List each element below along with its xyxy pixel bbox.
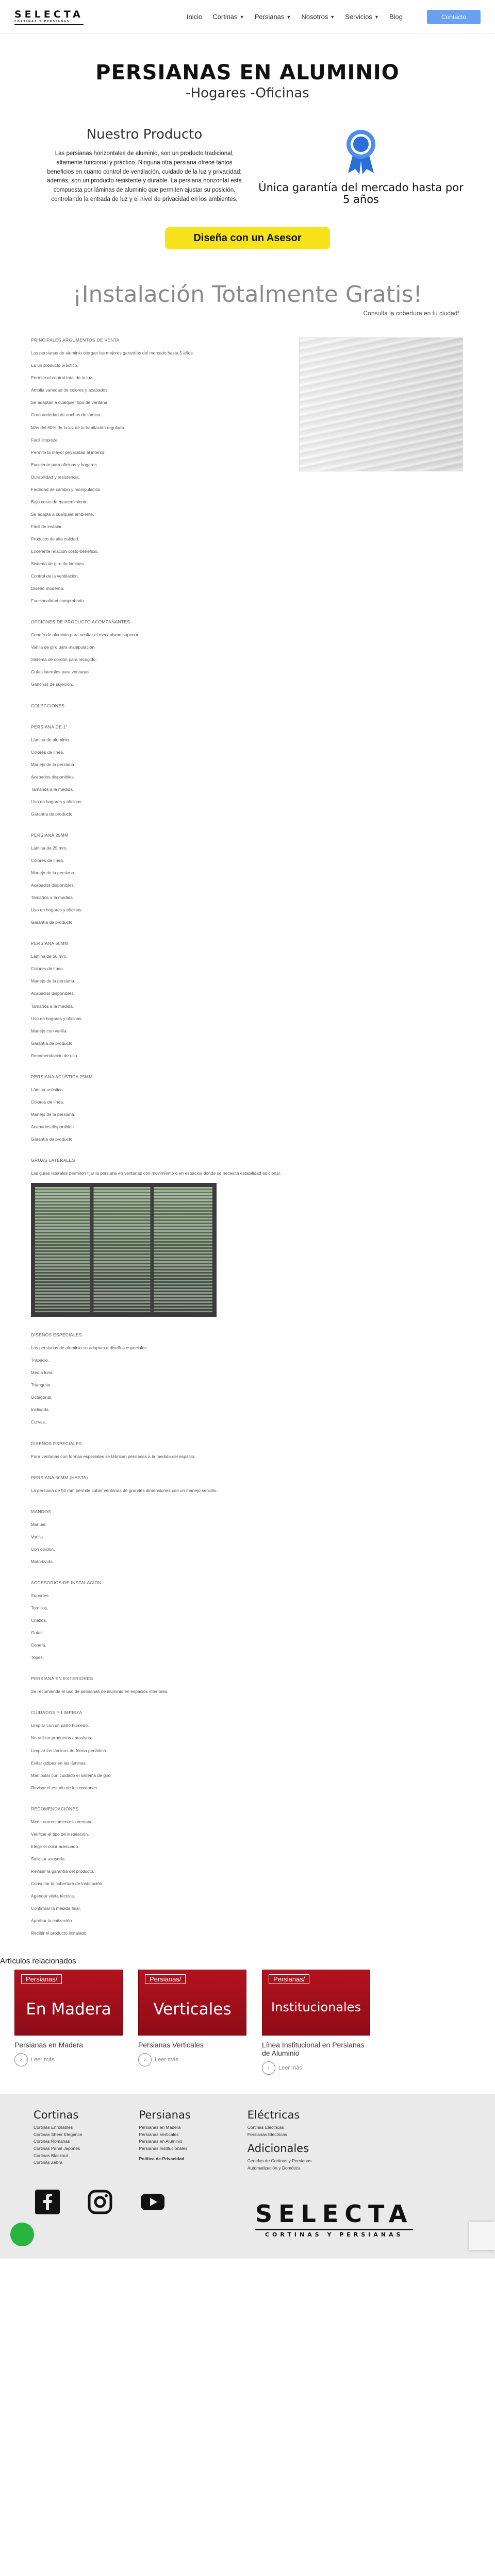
spec-item: Durabilidad y resistencia. xyxy=(31,474,80,480)
whatsapp-icon[interactable] xyxy=(10,2223,34,2246)
spec-item: Chazos. xyxy=(31,1618,47,1623)
spec-item: Cenefa de aluminio para ocultar el mecanismo superior. xyxy=(31,632,140,638)
chevron-down-icon: ▼ xyxy=(374,14,379,20)
spec-item: Se recomienda el uso de persianas de aluminio en espacios interiores. xyxy=(31,1689,169,1694)
spec-item: Recibir el producto instalado. xyxy=(31,1930,88,1936)
spec-item: Manipular con cuidado el sistema de giro. xyxy=(31,1772,112,1778)
card-title[interactable]: Persianas Verticales xyxy=(138,2041,204,2049)
spec-item: Las guías laterales permiten fijar la persiana en ventanas con movimiento o en espacios donde se necesita estabilidad adicional. xyxy=(31,1171,281,1176)
site-footer xyxy=(0,2094,495,2259)
spec-item: Aprobar la cotización. xyxy=(31,1918,73,1924)
spec-item: Revisar la garantía del producto. xyxy=(31,1868,94,1874)
nav-nosotros[interactable]: Nosotros ▼ xyxy=(301,13,335,21)
footer-link[interactable]: Cortinas Enrollables xyxy=(34,2125,73,2130)
guarantee-text: Única garantía del mercado hasta por 5 años xyxy=(258,181,464,206)
product-description: Las persianas horizontales de aluminio, son un producto tradicional, altamente funcional y práctico. Ninguna otra persiana ofrece tantos beneficios en cuanto control de ventilación, cuidado de la luz y privacidad; además, son un producto resistente y durable. La persiana horizontal está compuesta por láminas de aluminio que permiten ajustar su posición, controlando la entrada de luz y el nivel de privacidad en los ambientes. xyxy=(47,150,242,203)
spec-section-title: RECOMENDACIONES xyxy=(31,1806,79,1811)
spec-item: Guías laterales para ventanas. xyxy=(31,669,91,675)
related-card[interactable] xyxy=(138,1970,246,2075)
product-section xyxy=(0,127,495,206)
spec-section xyxy=(31,1509,464,1565)
spec-item: Funcionalidad comprobada. xyxy=(31,598,85,604)
main-nav xyxy=(187,13,403,21)
chevron-down-icon: ▼ xyxy=(330,14,335,20)
spec-item: Acabados disponibles. xyxy=(31,1124,75,1129)
spec-item: Facilidad de cambio y manipulación. xyxy=(31,486,102,492)
nav-servicios[interactable]: Servicios ▼ xyxy=(345,13,379,21)
spec-item: Garantía de producto. xyxy=(31,811,74,817)
spec-item: Bajo costo de mantenimiento. xyxy=(31,499,89,504)
spec-section xyxy=(31,703,464,709)
spec-section-title: COLECCIONES xyxy=(31,703,65,708)
footer-col-electricas: Eléctricas Cortinas Eléctricas Persianas Eléctricas Adicionales Cenefas de Cortinas y Persianas Automatización y Domótica xyxy=(248,2109,311,2172)
spec-item: Producto de alta calidad. xyxy=(31,536,79,541)
spec-item: Cenefa. xyxy=(31,1642,46,1648)
read-more-button[interactable]: › Leer más xyxy=(14,2053,55,2066)
nav-blog[interactable]: Blog xyxy=(389,13,403,21)
spec-item: Tornillos. xyxy=(31,1605,48,1611)
spec-section-title: DISEÑOS ESPECIALES xyxy=(31,1440,82,1446)
spec-item: Lámina de 25 mm. xyxy=(31,845,68,851)
recaptcha-badge xyxy=(469,2222,495,2250)
nav-persianas[interactable]: Persianas ▼ xyxy=(254,13,291,21)
spec-section xyxy=(31,833,464,925)
spec-item: Manejo de la persiana. xyxy=(31,978,76,984)
spec-item: No utilizar productos abrasivos. xyxy=(31,1735,92,1741)
footer-link[interactable]: Cortinas Zebra xyxy=(34,2160,63,2165)
spec-item: Verificar el tipo de instalación. xyxy=(31,1831,89,1837)
spec-item: Guías. xyxy=(31,1630,44,1636)
spec-item: Se adapta a cualquier ambiente. xyxy=(31,511,94,517)
privacy-policy-link[interactable]: Política de Privacidad xyxy=(139,2156,185,2161)
spec-item: Solicitar asesoría. xyxy=(31,1856,66,1861)
spec-section xyxy=(31,1332,464,1425)
spec-item: Las persianas de aluminio se adaptan a diseños especiales. xyxy=(31,1345,148,1351)
spec-item: Recomendación de uso. xyxy=(31,1053,78,1058)
page-title: PERSIANAS EN ALUMINIO xyxy=(95,61,400,84)
footer-link[interactable]: Cortinas Sheer Elegance xyxy=(34,2131,82,2137)
spec-item: Más del 60% de la luz de la habitación regulada. xyxy=(31,425,125,430)
spec-item: Diseño moderno. xyxy=(31,586,64,591)
spec-section-title: MANDOS xyxy=(31,1509,52,1514)
site-logo[interactable]: SELECTA CORTINAS Y PERSIANAS xyxy=(14,9,84,25)
spec-item: Uso en hogares y oficinas. xyxy=(31,1015,83,1021)
spec-item: Tamaños a la medida. xyxy=(31,895,74,901)
spec-item: Agendar visita técnica. xyxy=(31,1893,75,1899)
spec-item: Uso en hogares y oficinas. xyxy=(31,907,83,913)
spec-item: Lámina acústica. xyxy=(31,1087,64,1092)
coverage-link[interactable]: Consulta la cobertura en tu ciudad* xyxy=(363,310,460,317)
footer-link[interactable]: Persianas en Aluminio xyxy=(139,2139,183,2144)
spec-item: Para ventanas con formas especiales se fabrican persianas a la medida del espacio. xyxy=(31,1453,195,1459)
footer-link[interactable]: Persianas Verticales xyxy=(139,2131,179,2137)
spec-section-title: PRINCIPALES ARGUMENTOS DE VENTA xyxy=(31,337,120,343)
spec-item: Las persianas de aluminio otorgan las mejores garantías del mercado hasta 5 años. xyxy=(31,350,194,356)
spec-item: Octagonal. xyxy=(31,1395,53,1400)
footer-logo[interactable]: SELECTA CORTINAS Y PERSIANAS xyxy=(255,2200,414,2239)
spec-item: Sistema de cordón para recogido. xyxy=(31,657,97,663)
footer-link[interactable]: Cenefas de Cortinas y Persianas xyxy=(247,2158,312,2164)
contact-button[interactable]: Contacto xyxy=(427,10,481,24)
spec-item: Manejo de la persiana. xyxy=(31,1111,76,1117)
spec-item: Gran variedad de anchos de lámina. xyxy=(31,412,102,418)
spec-item: Manejo de la persiana. xyxy=(31,761,76,767)
spec-item: Permite el control total de la luz. xyxy=(31,375,93,381)
spec-section xyxy=(31,1475,464,1494)
card-image[interactable]: Persianas/ En Madera xyxy=(14,1970,123,2036)
spec-section xyxy=(31,1158,464,1176)
spec-item: Fácil limpieza. xyxy=(31,437,59,443)
spec-item: Tamaños a la medida. xyxy=(31,786,74,792)
related-card[interactable] xyxy=(14,1970,123,2075)
card-image[interactable]: Persianas/ Verticales xyxy=(138,1970,246,2036)
card-image[interactable]: Persianas/ Institucionales xyxy=(262,1970,370,2036)
spec-item: Colores de línea. xyxy=(31,858,64,863)
spec-item: Manejo de la persiana. xyxy=(31,870,76,876)
footer-link[interactable]: Persianas Eléctricas xyxy=(247,2131,287,2137)
related-title: Artículos relacionados xyxy=(0,1957,76,1966)
specs-section xyxy=(0,337,495,1936)
nav-inicio[interactable]: Inicio xyxy=(186,13,203,21)
read-more-button[interactable]: › Leer más xyxy=(262,2061,302,2075)
spec-item: Manual. xyxy=(31,1521,47,1527)
footer-link[interactable]: Cortinas Panel Japonés xyxy=(34,2145,80,2151)
spec-section-title: ACCESORIOS DE INSTALACIÓN xyxy=(31,1580,102,1585)
spec-item: Colores de línea. xyxy=(31,966,64,972)
spec-item: Fácil de instalar. xyxy=(31,523,63,529)
spec-item: Sistema de giro de láminas. xyxy=(31,561,85,567)
spec-item: Acabados disponibles. xyxy=(31,883,75,888)
spec-item: Uso en hogares y oficinas. xyxy=(31,799,83,804)
spec-section xyxy=(31,1806,464,1937)
spec-item: Varilla. xyxy=(31,1534,44,1539)
footer-link[interactable]: Automatización y Domótica xyxy=(247,2165,301,2171)
related-articles xyxy=(0,1957,495,2075)
spec-item: Medir correctamente la ventana. xyxy=(31,1819,94,1824)
spec-section-title: OPCIONES DE PRODUCTO ACOMPAÑANTES xyxy=(31,619,130,625)
spec-item: Lámina de aluminio. xyxy=(31,737,71,742)
spec-item: Garantía de producto. xyxy=(31,1137,74,1142)
spec-item: Motorizada. xyxy=(31,1558,54,1564)
spec-item: Lámina de 50 mm. xyxy=(31,954,68,959)
spec-item: Acabados disponibles. xyxy=(31,991,75,996)
spec-section-title: PERSIANA DE 1" xyxy=(31,724,68,730)
spec-item: Permite la mayor privacidad al interior. xyxy=(31,449,106,455)
spec-item: Confirmar la medida final. xyxy=(31,1906,81,1911)
spec-section-title: CUIDADOS Y LIMPIEZA xyxy=(31,1710,82,1716)
spec-section-title: PERSIANA ACÚSTICA 25MM xyxy=(31,1074,93,1079)
spec-section-title: GRUAS LATERALES xyxy=(31,1158,75,1163)
spec-item: Trapecio. xyxy=(31,1358,50,1363)
spec-item: Con cordón. xyxy=(31,1546,55,1552)
spec-item: Colores de línea. xyxy=(31,749,64,755)
spec-section xyxy=(31,619,464,687)
chevron-right-icon: › xyxy=(138,2053,152,2066)
design-with-advisor-button[interactable]: Diseña con un Asesor xyxy=(165,227,330,249)
spec-item: La persiana de 50 mm permite cubrir ventanas de grandes dimensiones con un manejo sencillo. xyxy=(31,1487,218,1493)
spec-item: Consultar la cobertura de instalación. xyxy=(31,1880,104,1886)
spec-item: Ganchos de sujeción. xyxy=(31,682,73,687)
spec-item: Limpiar con un paño húmedo. xyxy=(31,1723,89,1728)
spec-section-title: DISEÑOS ESPECIALES xyxy=(31,1332,82,1338)
spec-item: Garantía de producto. xyxy=(31,1040,74,1046)
spec-section xyxy=(31,941,464,1058)
footer-link[interactable]: Cortinas Eléctricas xyxy=(247,2125,284,2130)
spec-section-title: PERSIANA 25MM xyxy=(31,832,69,838)
chevron-down-icon: ▼ xyxy=(286,14,291,20)
spec-item: Amplia variedad de colores y acabados. xyxy=(31,387,109,393)
spec-section-title: PERSIANA EN EXTERIORES xyxy=(31,1676,93,1682)
spec-item: Manejo con varilla. xyxy=(31,1028,68,1033)
related-card[interactable] xyxy=(262,1970,370,2075)
spec-item: Es un producto práctico. xyxy=(31,363,78,368)
spec-item: Media luna. xyxy=(31,1370,54,1376)
spec-section-title: PERSIANA 50MM xyxy=(31,941,69,946)
spec-item: Control de la ventilación. xyxy=(31,573,79,579)
footer-link[interactable]: Persianas en Madera xyxy=(139,2125,181,2130)
spec-section-title: PERSIANA 50MM (HASTA) xyxy=(31,1475,88,1480)
spec-section xyxy=(31,1676,464,1694)
spec-item: Excelente para oficinas y hogares. xyxy=(31,462,98,467)
footer-link[interactable]: Cortinas Blackout xyxy=(34,2153,68,2158)
spec-item: Revisar el estado de los cordones. xyxy=(31,1785,98,1790)
spec-item: Evitar golpes en las láminas. xyxy=(31,1760,87,1766)
site-header xyxy=(0,0,495,34)
spec-item: Topes. xyxy=(31,1655,44,1660)
page-subtitle: -Hogares -Oficinas xyxy=(186,86,309,101)
card-title[interactable]: Persianas en Madera xyxy=(14,2041,84,2049)
spec-item: Tamaños a la medida. xyxy=(31,1003,74,1009)
card-title[interactable]: Línea Institucional en Persianas de Aluminio xyxy=(262,2041,365,2058)
spec-item: Excelente relación costo-beneficio. xyxy=(31,548,99,554)
spec-section xyxy=(31,1074,464,1142)
facebook-icon[interactable] xyxy=(35,2190,60,2214)
chevron-right-icon: › xyxy=(262,2061,275,2075)
instagram-icon[interactable] xyxy=(88,2190,112,2214)
spec-section xyxy=(31,1441,464,1460)
window-blind-photo xyxy=(31,1183,217,1317)
spec-item: Varilla de giro para manipulación. xyxy=(31,645,96,650)
free-installation-title: ¡Instalación Totalmente Gratis! xyxy=(72,281,423,308)
spec-item: Elegir el color adecuado. xyxy=(31,1843,79,1849)
award-ribbon-icon xyxy=(343,128,379,174)
spec-item: Triangular. xyxy=(31,1382,52,1388)
spec-section xyxy=(31,1710,464,1790)
chevron-right-icon: › xyxy=(14,2053,28,2066)
footer-link[interactable]: Cortinas Romanas xyxy=(34,2139,70,2144)
spec-item: Curvas. xyxy=(31,1419,46,1425)
youtube-icon[interactable] xyxy=(140,2190,165,2214)
spec-item: Acabados disponibles. xyxy=(31,774,75,779)
spec-section xyxy=(31,724,464,817)
spec-item: Se adaptan a cualquier tipo de ventana. xyxy=(31,400,109,405)
footer-link[interactable]: Persianas Institucionales xyxy=(139,2145,188,2151)
spec-item: Inclinada. xyxy=(31,1407,50,1413)
spec-item: Soportes. xyxy=(31,1592,50,1598)
nav-cortinas[interactable]: Cortinas ▼ xyxy=(212,13,244,21)
aluminum-blind-image xyxy=(299,337,463,471)
read-more-button[interactable]: › Leer más xyxy=(138,2053,178,2066)
product-title: Nuestro Producto xyxy=(86,127,203,142)
spec-section xyxy=(31,1580,464,1660)
chevron-down-icon: ▼ xyxy=(239,14,244,20)
footer-col-persianas: Persianas Persianas en Madera Persianas Verticales Persianas en Aluminio Persianas Institucionales Política de Privacidad xyxy=(139,2109,191,2172)
spec-item: Limpiar las láminas de forma periódica. xyxy=(31,1748,107,1753)
footer-col-cortinas: Cortinas Cortinas Enrollables Cortinas Sheer Elegance Cortinas Romanas Cortinas Panel Japonés Cortinas Blackout Cortinas Zebra xyxy=(34,2109,82,2172)
spec-item: Colores de línea. xyxy=(31,1099,64,1105)
spec-item: Garantía de producto. xyxy=(31,920,74,925)
